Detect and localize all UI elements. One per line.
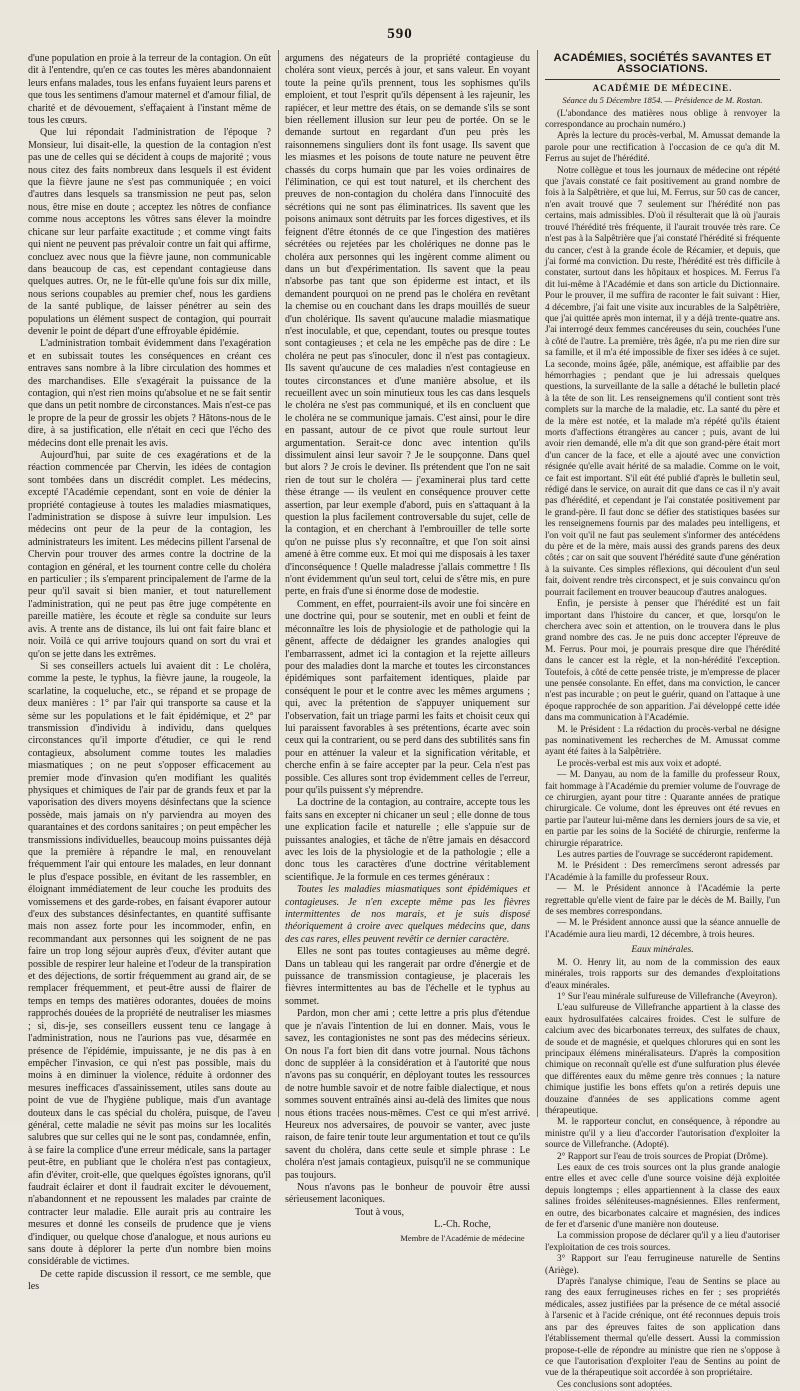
paragraph: argumens des négateurs de la propriété contagieuse du choléra sont vieux, percés à jour, et sans valeur. En voyant toute la peine qu'ils prennent, tous les sophismes qu'ils emploient, et tout l'esprit qu'ils dépensent à les rajeunir, les rapiécer, et leur mettre des étais, on se demande s'ils se sont bien réellement illusion sur leur peu de portée. On se le demande surtout en regardant d'un peu près les raisonnemens singuliers dont ils font usage. Ils savent que les miasmes et les poisons de toute nature ne peuvent être chassés du corps humain que par les voies ordinaires de l'élimination, ce qui est tout naturel, et ils cherchent des preuves de non-contagion du choléra dans l'innocuité des sécrétions qui ne sont pas éliminatrices. Ils savent que les poisons animaux sont détruits par les forces digestives, et ils feignent d'être étonnés de ce que l'ingestion des matières sécrétées ou rejetées par les cholériques ne donne pas le choléra aux personnes qui les ingèrent comme aliment ou dans un but d'expérimentation. Ils savent que la peau n'absorbe pas tant que son épiderme est intact, et ils demandent pourquoi on ne prend pas le choléra en revêtant la chemise ou en couchant dans les draps mouillés de sueur d'un cholérique. Ils savent qu'aucune maladie miasmatique n'est inoculable, et que, cependant, toutes ou presque toutes sont contagieuses ; et cela ne les empêche pas de dire : Le choléra ne peut pas s'inoculer, donc il n'est pas contagieux. Ils savent qu'aucune de ces maladies n'est contagieuse en toutes circonstances et d'une manière absolue, et ils recueillent avec un soin minutieux tous les cas dans lesquels le choléra ne s'est pas communiqué, et ils en concluent que le choléra ne se communique jamais. C'est ainsi, pour le dire en passant, autour de ce pivot que roule surtout leur argumentation. Serait-ce donc avec intention qu'ils dissimulent ainsi leur savoir ? Je le soupçonne. Dans quel but alors ? Je crois le deviner. Ils prétendent que l'on ne sait rien de tout sur le choléra — j'examinerai plus tard cette thèse étrange — ils veulent en conséquence prouver cette assertion, par leur exemple d'abord, puis en s'attaquant à la question la plus facilement controversable du sujet, celle de la contagion, et en cherchant à l'embrouiller de telle sorte qu'on ne puisse plus s'y reconnaître, et que l'on soit ainsi amené à être comme eux. Et moi qui me disposais à les taxer d'inconséquence ! Quelle maladresse j'allais commettre ! Ils n'ont évidemment qu'un seul tort, celui de s'être mis, en pure perte, en frais d'une si énorme dose de modestie. xyxy=(285,53,530,598)
paragraph: L'administration tombait évidemment dans l'exagération et en subissait toutes les conséquences en créant ces entraves sans nombre à la libre circulation des hommes et des marchandises. Elle s'exagérait la puissance de la contagion, qui n'est rien moins qu'absolue et ne se fait sentir que dans un petit nombre de circonstances. Mais n'est-ce pas le propre de la peur de grossir les objets ? Hâtons-nous de le dire, à sa justification, elle n'était en ceci que l'écho des médecins dont elle prenait les avis. xyxy=(28,338,271,449)
column-left xyxy=(28,53,271,1293)
paragraph: Aujourd'hui, par suite de ces exagérations et de la réaction commencée par Chervin, les idées de contagion sont tombées dans un discrédit complet. Les médecins, excepté l'Académie cependant, sont en voie de dénier la propriété contagieuse à toutes les maladies miasmatiques, l'administration se dispose à suivre leur impulsion. Les médecins ont peur de la peur de la contagion, les administrateurs les imitent. Les médecins pillent l'arsenal de Chervin pour trouver des armes contre la doctrine de la contagion en général, et les tournent contre celle du choléra en particulier ; ils s'emparent principalement de l'arme de la peur qu'il savait si bien manier, et tout naturellement l'administration, qui ne peut pas être juge compétente en pareille matière, les écoute et règle sa conduite sur leurs avis. A trente ans de distance, ils lui ont fait faire blanc et noir. Voilà ce qui arrive toujours quand on sort du vrai et qu'on se jette dans les extrêmes. xyxy=(28,450,271,660)
paragraph: Après la lecture du procès-verbal, M. Amussat demande la parole pour une rectification à l'occasion de ce qu'a dit M. Ferrus au sujet de l'hérédité. xyxy=(545,131,780,165)
paragraph: Pardon, mon cher ami ; cette lettre a pris plus d'étendue que je n'avais l'intention de lui en donner. Mais, vous le savez, les contagionistes ne sont pas des médecins sérieux. On nous l'a fort bien dit dans votre journal. Nous tâchons donc de suppléer à la considération et à l'autorité que nous n'avons pas su conquérir, en déployant toutes les ressources de notre humble savoir et de notre faible dialectique, et nous sommes souvent entraînés ainsi au-delà des limites que nous nous étions tracées nous-mêmes. C'est ce qui m'est arrivé. Heureux nos adversaires, de pouvoir se vanter, avec juste raison, de faire tenir toute leur argumentation et tout ce qu'ils savent du choléra, dans cette seule et simple phrase : Le choléra n'est jamais contagieux, puisqu'il ne se communique pas toujours. xyxy=(285,1008,530,1181)
paragraph: Le procès-verbal est mis aux voix et adopté. xyxy=(557,758,722,769)
subheading-mineral-waters: Eaux minérales. xyxy=(631,944,694,956)
paragraph: M. le Président : Des remercîmens seront adressés par l'Académie à la famille du professeur Roux. xyxy=(545,861,780,883)
paragraph: M. O. Henry lit, au nom de la commission des eaux minérales, trois rapports sur des demandes d'exploitations d'eaux minérales. xyxy=(545,957,780,991)
column-divider xyxy=(537,50,538,1117)
paragraph: Si ses conseillers actuels lui avaient dit : Le choléra, comme la peste, le typhus, la fièvre jaune, la rougeole, la scarlatine, la coqueluche, etc., se répand et se propage de deux manières : 1° par l'air qui transporte sa cause et la sème sur les populations et le fait épidémique, et 2° par transmission d'individu à individu, dans quelques circonstances qu'il importe d'étudier, ce qui le rend contagieux, absolument comme toutes les maladies miasmatiques ; on ne peut s'opposer efficacement au premier mode d'invasion qu'en modifiant les qualités physiques et chimiques de l'air par de grands feux et par la vaporisation des divers moyens désinfectans que la science possède, mais jamais on n'y parviendra au moyen des quarantaines et des cordons sanitaires ; on peut empêcher les transmissions individuelles, beaucoup moins puissantes déjà que la première à répandre le mal, en renouvelant fréquemment l'air qui entoure les malades, en leur donnant le plus d'espace possible, en évitant de les rassembler, en éloignant immédiatement de leur couche les produits des vomissemens et des garde-robes, en faisant évaporer autour d'eux des substances désinfectantes, en quantité suffisante mais non assez forte pour les incommoder, enfin, en recommandant aux personnes qui les soignent de ne pas faire un trop long séjour auprès d'eux, d'éviter autant que possible de respirer leur haleine et l'odeur de la transpiration et des déjections, de sortir fréquemment au grand air, de se remplacer fréquemment, et peut-être aussi de flairer de temps en temps des matières odorantes, douées de moins rapprochés douées de la propriété de neutraliser les miasmes ; si, dis-je, ses conseillers eussent tenu ce langage à l'administration, nous ne l'aurions pas vue, désarmée en présence de l'épidémie, impuissante, je ne dis pas à en empêcher l'invasion, ce qui n'est pas possible, mais du moins à en diminuer la violence, réduite à ordonner des mesures inefficaces d'assainissement, utiles sans doute au point de vue de l'hygiène publique, mais d'un avantage douteux dans le cas spécial du choléra, puisque, de l'aveu général, cette maladie ne sévit pas moins sur les localités salubres que sur celles qui ne le sont pas, condamnée, enfin, à se faire la complice d'une erreur médicale, sans la partager peut-être, en publiant que le choléra n'est pas contagieux, afin d'éviter, croit-elle, que quelques égoïstes ignorans, qu'il faudrait éclairer et dont il faudrait exciter le dévouement, n'abandonnent et ne repoussent les malades par crainte de contracter leur maladie. Elle aurait pris au contraire les mesures et donné les conseils de prudence que je viens d'indiquer, ou quelque chose d'analogue, et nous aurions eu sans doute à déplorer la perte d'un nombre bien moins considérable de victimes. xyxy=(28,660,271,1268)
paragraph: D'après l'analyse chimique, l'eau de Sentins se place au rang des eaux ferrugineuses riches en fer ; ses propriétés médicales, assez justifiées par la présence de ce métal associé à l'arsenic et à l'acide crénique, ont été reconnues depuis trois ans par des épreuves faites de son application dans l'établissement thermal qu'elle dessert. Aussi la commission propose-t-elle de répondre au ministre que rien ne s'oppose à ce que l'autorisation d'exploiter l'eau de Sentins au point de vue de la thérapeutique soit accordée à son propriétaire. xyxy=(545,1277,780,1379)
paragraph: 1° Sur l'eau minérale sulfureuse de Villefranche (Aveyron). xyxy=(557,991,778,1002)
paragraph: — M. le Président annonce à l'Académie la perte regrettable qu'elle vient de faire par le décès de M. Bailly, l'un de ses membres correspondans. xyxy=(545,884,780,918)
paragraph: M. le rapporteur conclut, en conséquence, à répondre au ministre qu'il y a lieu d'accorder l'autorisation d'exploiter la source de Villefranche. (Adopté). xyxy=(545,1117,780,1151)
paragraph: Elles ne sont pas toutes contagieuses au même degré. Dans un tableau qui les rangerait par ordre d'énergie et de puissance de transmission contagieuse, je placerais les fièvres intermittentes au bas de l'échelle et le typhus au sommet. xyxy=(285,946,530,1007)
paragraph: — M. Danyau, au nom de la famille du professeur Roux, fait hommage à l'Académie du premier volume de l'ouvrage de ce chirurgien, ayant pour titre : Quarante années de pratique chirurgicale. Ce volume, dont les épreuves ont été revues en partie par l'auteur lui-même dans les derniers jours de sa vie, et en partie par les soins de la Société de chirurgie, renferme la chirurgie réparatrice. xyxy=(545,770,780,849)
paragraph: M. le Président : La rédaction du procès-verbal ne désigne pas nominativement les recherches de M. Amussat comme ayant été faites à la Salpêtrière. xyxy=(545,724,780,758)
signature xyxy=(285,1219,530,1244)
session-heading: Séance du 5 Décembre 1854. — Présidence de M. Rostan. xyxy=(562,95,763,106)
column-middle xyxy=(285,53,530,1243)
paragraph: De cette rapide discussion il ressort, ce me semble, que les xyxy=(28,1268,271,1293)
paragraph: Les eaux de ces trois sources ont la plus grande analogie entre elles et avec celle d'une source voisine déjà exploitée depuis longtemps ; elles appartiennent à la classe des eaux salines froides séléniteuses-magnésiennes. Elles renferment, en outre, des bicarbonates calcaire et magnésien, des indices de fer et d'arsenic d'une manière non douteuse. xyxy=(545,1163,780,1231)
column-right xyxy=(545,52,780,1390)
paragraph: Notre collègue et tous les journaux de médecine ont répété que j'avais constaté ce fait positivement au grand nombre de fois à la Salpêtrière, et que lui, M. Ferrus, sur 50 cas de cancer, n'en avait trouvé que 7 seulement sur l'hérédité non pas certains, mais admissibles. D'où il résulterait que là où j'aurais trouvé l'hérédité très fréquente, il l'aurait trouvée très rare. Ce n'est pas à la Salpêtrière que j'ai constaté l'hérédité si fréquente du cancer, c'est à la grande école de Récamier, et depuis, que j'ai formé ma conviction. Du reste, l'hérédité est très difficile à constater, surtout dans les hôpitaux et hospices. M. Ferrus l'a dit lui-même à l'Académie et dans son article du Dictionnaire. Pour le prouver, il me suffira de raconter le fait suivant : Hier, 4 décembre, j'ai fait une visite aux incurables de la Salpêtrière, que j'ai quittée après mon internat, il y a déjà trente-quatre ans. J'ai interrogé deux femmes cancéreuses du sein, couchées l'une à côté de l'autre. La première, très âgée, n'a pu me rien dire sur sa famille, et il m'a été impossible de fixer ses idées à ce sujet. La seconde, moins âgée, pâle, anémique, est affaiblie par des hémorrhagies ; pendant que je lui adressais quelques questions, la surveillante de la salle a détaché le bulletin placé à la tête de son lit. Les renseignemens qu'il contient sont très complets sur la marche de la maladie, etc. La santé du père et de la mère est notée, et la malade m'a répété qu'ils étaient morts d'affections étrangères au cancer ; puis, avant de lui avoir rien demandé, elle m'a dit que son grand-père était mort d'un cancer de la face, et elle a ajouté avec une conviction résignée qu'elle avait hérité de sa maladie. Comme on le voit, ce fait est important. S'il eût été publié d'après le bulletin seul, rédigé dans le service, on aurait dit que dans ce cas il n'y avait pas d'hérédité, et cependant je l'ai constatée positivement par le grand-père. Il faut donc se défier des statistiques basées sur les renseignemens fournis par des malades peu intelligens, et l'on voit qu'il ne faut pas seulement s'informer des antécédens du père et de la mère, mais aussi des grands parens des deux côtés ; car on sait que souvent l'hérédité saute d'une génération à la suivante. Ces simples réflexions, qui découlent d'un seul fait, doivent rendre très circonspect, et je suis convaincu qu'on pourrait facilement en trouver beaucoup d'autres analogues. xyxy=(545,165,780,598)
signature-role: Membre de l'Académie de médecine xyxy=(400,1232,525,1243)
paragraph: La commission propose de déclarer qu'il y a lieu d'autoriser l'exploitation de ces trois sources. xyxy=(545,1231,780,1253)
academy-heading: ACADÉMIE DE MÉDECINE. xyxy=(592,82,733,93)
paragraph: L'eau sulfureuse de Villefranche appartient à la classe des eaux hydrosulfatées calcaires froides. C'est le sulfure de calcium avec des bicarbonates terreux, des sulfates de chaux, de soude et de magnésie, et quelques chlorures qui en sont les principaux élémens minéralisateurs. D'après la composition chimique on reconnaît qu'elle est d'une sulfuration plus élevée que différentes eaux du même genre très connues ; la nature chimique justifie les bons effets qu'on a retirés depuis une douzaine d'années de ses applications comme agent thérapeutique. xyxy=(545,1003,780,1116)
paragraph: 3° Rapport sur l'eau ferrugineuse naturelle de Sentins (Ariège). xyxy=(545,1254,780,1276)
signature-name: L.-Ch. Roche, xyxy=(434,1219,491,1231)
paragraph: Toutes les maladies miasmatiques sont épidémiques et contagieuses. Je n'en excepte même pas les fièvres intermittentes de nos marais, et je suis disposé théoriquement à croire avec quelques médecins que, dans des cas rares, elles peuvent revêtir ce dernier caractère. xyxy=(285,884,530,945)
paragraph: — M. le Président annonce aussi que la séance annuelle de l'Académie aura lieu mardi, 12 décembre, à trois heures. xyxy=(545,918,780,940)
section-title: ACADÉMIES, SOCIÉTÉS SAVANTES ET ASSOCIATIONS. xyxy=(545,53,780,80)
paragraph: La doctrine de la contagion, au contraire, accepte tous les faits sans en excepter ni chicaner un seul ; elle donne de tous une explication facile et naturelle ; elle s'appuie sur de puissantes analogies, et tâche de n'être jamais en désaccord avec les lois de la physiologie et de la pathologie ; elle a donc tous les caractères d'une doctrine véritablement scientifique. Je la formule en ces termes généraux : xyxy=(285,797,530,883)
paragraph: Enfin, je persiste à penser que l'hérédité est un fait important dans l'histoire du cancer, et que, lorsqu'on le cherchera avec soin et attention, on le trouvera dans le plus grand nombre des cas. Je ne puis donc accepter l'épreuve de M. Ferrus. Pour moi, je pourrais presque dire que l'hérédité dans le cancer est la règle, et la non-hérédité l'exception. Toutefois, à côté de cette pensée triste, je m'empresse de placer une pensée consolante. En effet, dans ma conviction, le cancer n'est pas incurable ; on peut le guérir, quand on l'attaque à une époque rapprochée de son apparition. J'ai développé cette idée dans ma communication à l'Académie. xyxy=(545,599,780,724)
paragraph: 2° Rapport sur l'eau de trois sources de Propiat (Drôme). xyxy=(557,1151,768,1162)
paragraph: (L'abondance des matières nous oblige à renvoyer la correspondance au prochain numéro.) xyxy=(545,108,780,131)
closing: Tout à vous, xyxy=(355,1206,405,1218)
paragraph: d'une population en proie à la terreur de la contagion. On eût dit à l'entendre, qu'en ce cas toutes les mères abandonnaient leurs enfans malades, tous les enfans fuyaient leurs parens et que tous les sentimens d'amour maternel et d'amour filial, de charité et de dévouement, s'effaçaient à l'instant même de tous les cœurs. xyxy=(28,53,271,127)
paragraph: Ces conclusions sont adoptées. xyxy=(557,1379,673,1390)
paragraph: Que lui répondait l'administration de l'époque ? Monsieur, lui disait-elle, la question de la contagion n'est pas une de celles qui se décident à coups de majorité ; vous nous citez des faits nombreux dans lesquels il est évident que la fièvre jaune ne s'est pas communiquée ; en voici d'autres dans lesquels sa transmission ne peut pas, selon nous, être mise en doute ; acceptez les nôtres de confiance comme nous acceptons les vôtres sans élever la moindre chicane sur leur parfaite exactitude ; et comme vingt faits qui nient ne peuvent pas prévaloir contre un fait qui affirme, concluez avec nous que la fièvre jaune, non communicable dans beaucoup de cas, est cependant contagieuse dans quelques autres. Or, ne le fût-elle qu'une fois sur dix mille, nous serions coupables au premier chef, nous les gardiens de la santé publique, de laisser pénétrer au sein des populations un élément suspect de contagion, qui pourrait devenir le point de départ d'une effroyable épidémie. xyxy=(28,127,271,337)
paragraph: Les autres parties de l'ouvrage se succéderont rapidement. xyxy=(557,850,773,861)
column-divider xyxy=(278,50,279,1117)
paragraph: Comment, en effet, pourraient-ils avoir une foi sincère en une doctrine qui, pour se soutenir, met en oubli et feint de méconnaître les lois de physiologie et de pathologie qui la gênent, affecte de dédaigner les grandes analogies qui l'embarrassent, admet ici la contagion et la rejette ailleurs pour des maladies dont la marche et toutes les circonstances épidémiques sont parfaitement identiques, plaide par conséquent le pour et le contre avec les mêmes argumens ; qui, avec la prétention de s'appuyer uniquement sur l'observation, fait un triage parmi les faits et choisit ceux qui lui paraissent favorables à ses prétentions, écarte avec soin ceux qui la contrarient, ou se perd dans des subtilités sans fin pour en atténuer la valeur et la signification véritable, et cherche enfin à se faire accepter par la peur. Cela n'est pas possible. Ces allures sont trop évidemment celles de l'erreur, pour qu'ils puissent s'y méprendre. xyxy=(285,598,530,796)
paragraph: Nous n'avons pas le bonheur de pouvoir être aussi sérieusement laconiques. xyxy=(285,1181,530,1206)
page-number: 590 xyxy=(387,26,413,42)
